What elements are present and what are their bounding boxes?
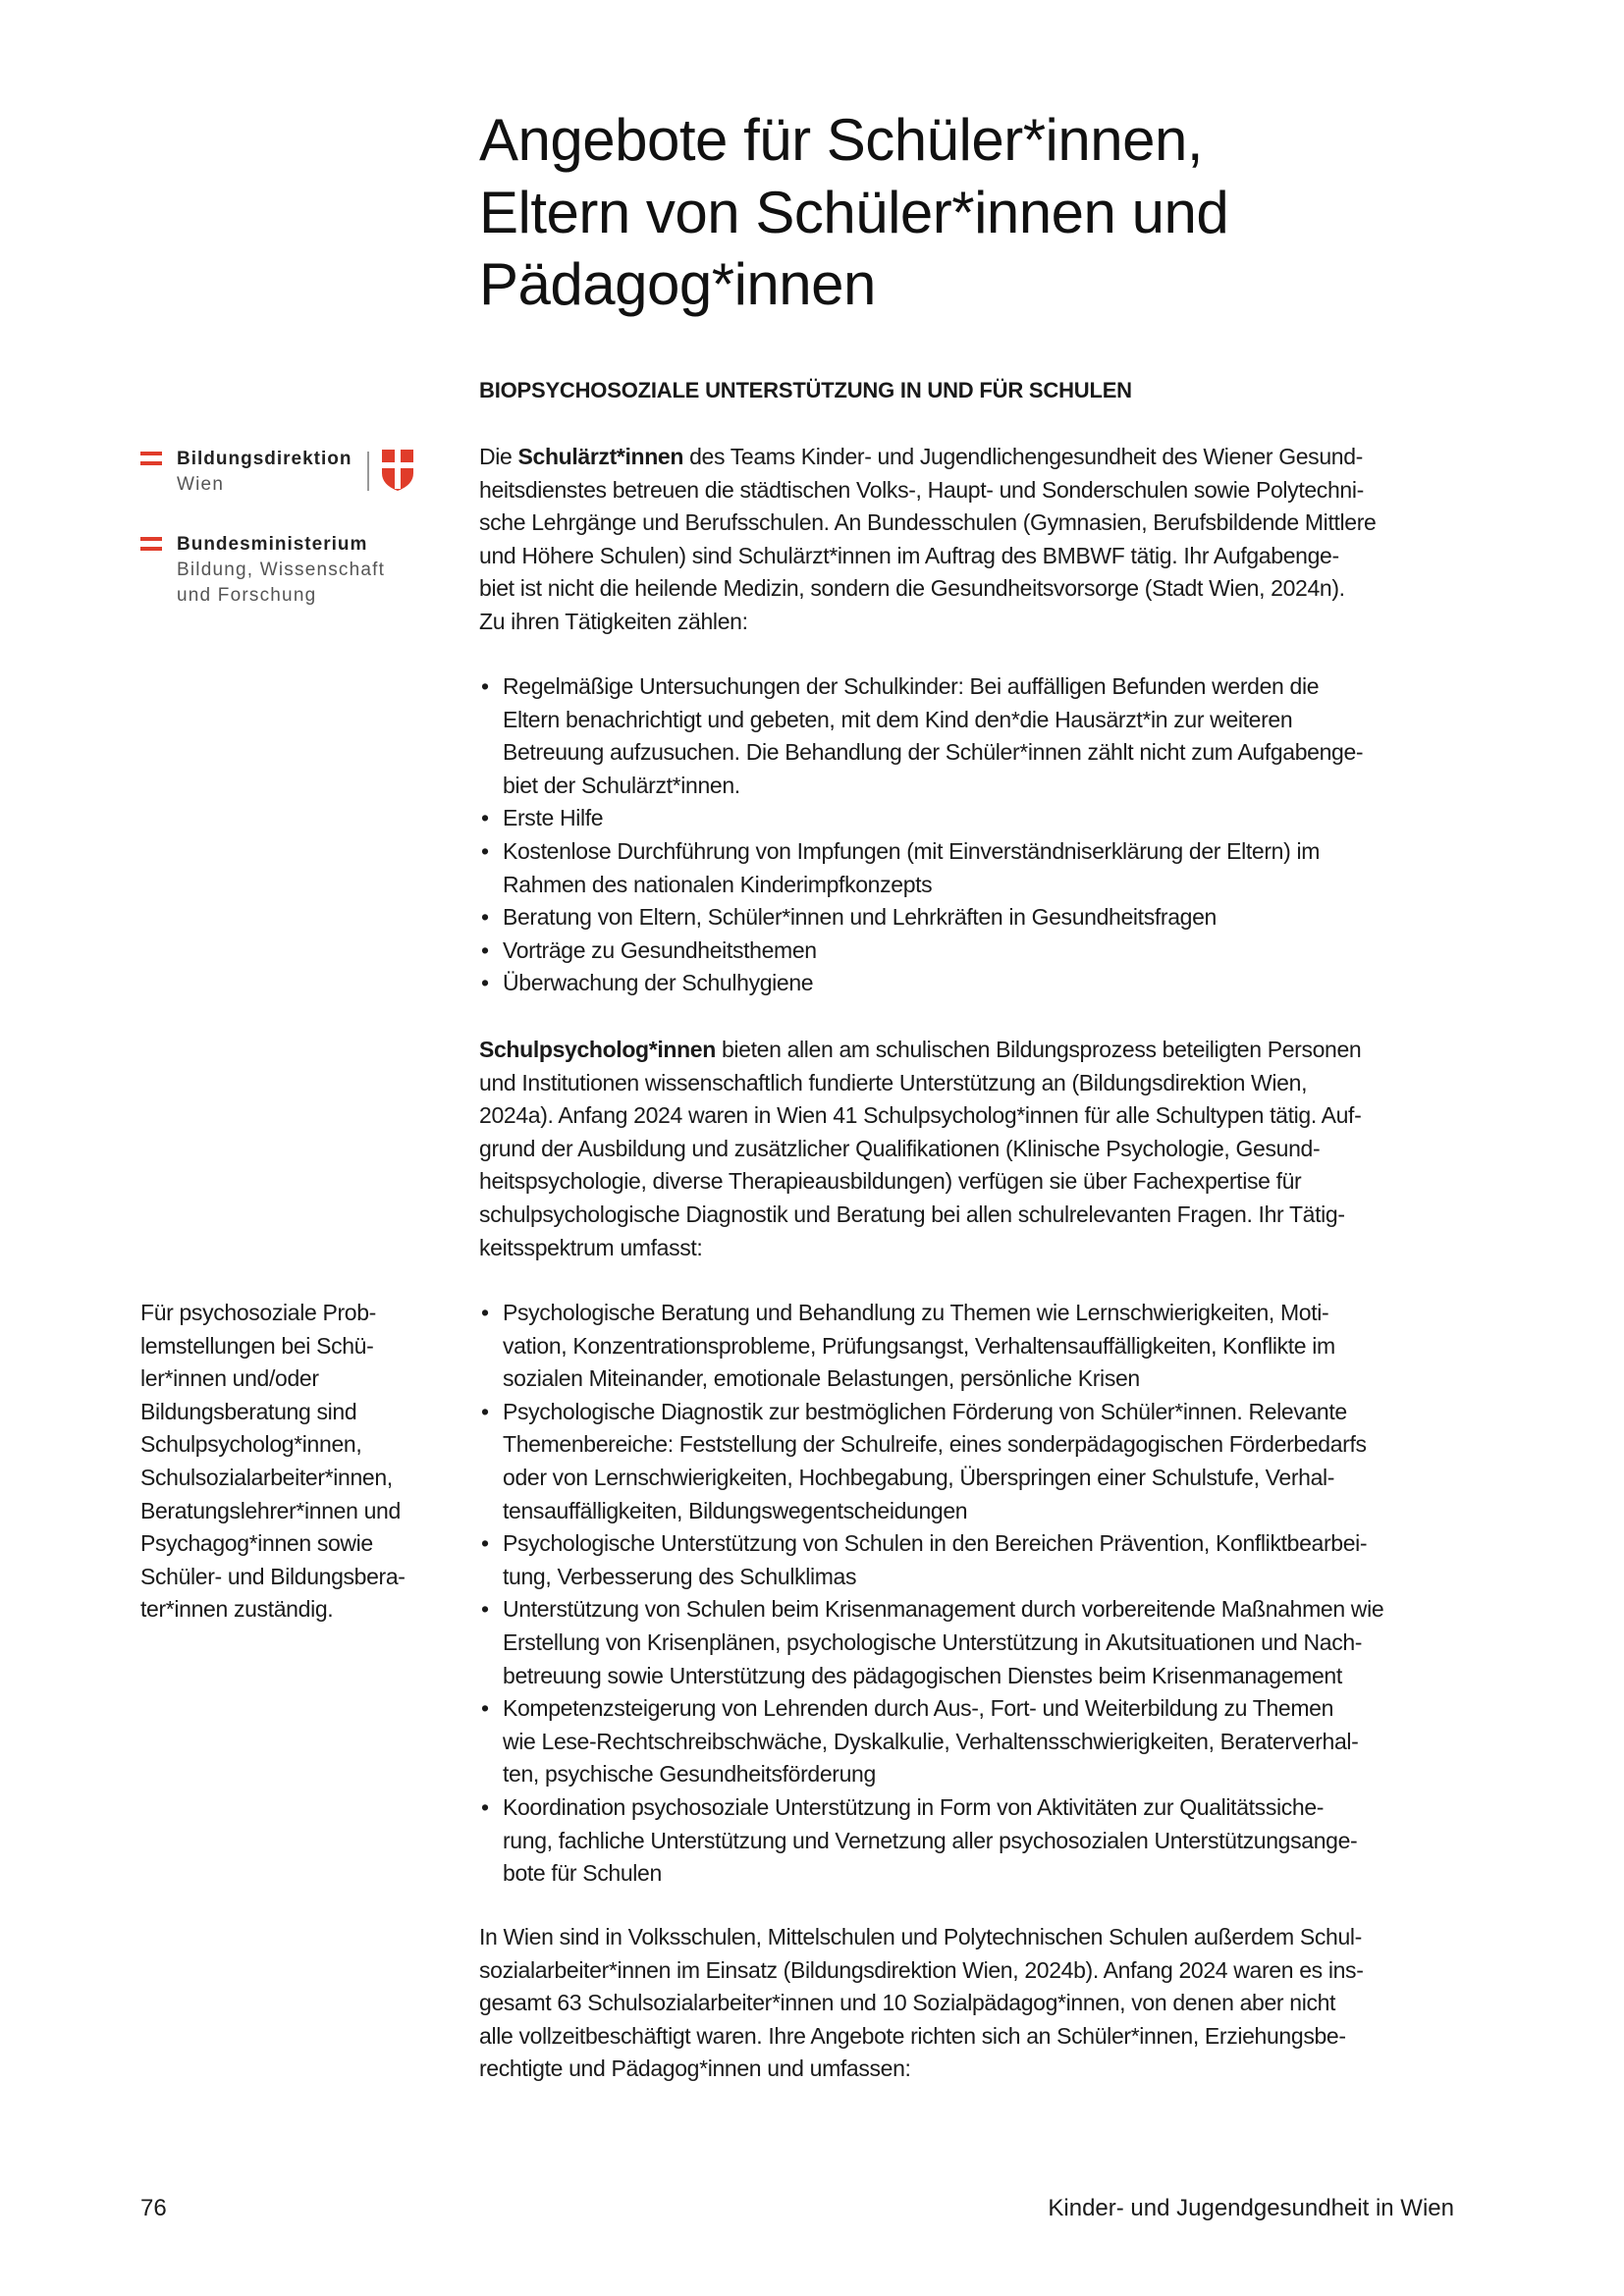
title-line: Eltern von Schüler*innen und [479, 179, 1229, 245]
text-line: Psychologische Diagnostik zur bestmöglichen Förderung von Schüler*innen. Relevante [503, 1398, 1347, 1424]
text-line: Psychologische Unterstützung von Schulen in den Bereichen Prävention, Konfliktbearbei- [503, 1530, 1368, 1557]
text-line: Betreuung aufzusuchen. Die Behandlung der Schüler*innen zählt nicht zum Aufgabenge- [503, 739, 1364, 766]
text-line: Schulpsycholog*innen, [140, 1431, 362, 1458]
text-line: Koordination psychosoziale Unterstützung in Form von Aktivitäten zur Qualitätssiche- [503, 1793, 1325, 1820]
logo-sub: Wien [177, 474, 225, 495]
bullet-icon: • [481, 1596, 489, 1623]
logo-sub: und Forschung [177, 585, 317, 606]
bold-term: Schulärzt*innen [517, 444, 684, 469]
list-schulaerzte-tasks [479, 670, 1461, 1000]
list-item [479, 934, 1461, 968]
title-line: Pädagog*innen [479, 251, 876, 317]
text-line: Überwachung der Schulhygiene [503, 970, 814, 996]
logo-bildungsdirektion [140, 447, 435, 506]
text-line: Beratung von Eltern, Schüler*innen und Lehrkräften in Gesundheitsfragen [503, 904, 1217, 931]
bullet-icon: • [481, 1695, 489, 1722]
text-line: Rahmen des nationalen Kinderimpfkonzepts [503, 871, 933, 897]
bullet-icon: • [481, 936, 489, 963]
section-heading: BIOPSYCHOSOZIALE UNTERSTÜTZUNG IN UND FÜR SCHULEN [479, 378, 1132, 402]
text-line: Erste Hilfe [503, 805, 604, 831]
text-line: bote für Schulen [503, 1860, 662, 1887]
text-line: oder von Lernschwierigkeiten, Hochbegabung, Überspringen einer Schulstufe, Verhal- [503, 1464, 1335, 1490]
bullet-icon: • [481, 837, 489, 864]
bullet-icon: • [481, 904, 489, 931]
text-line: lemstellungen bei Schü- [140, 1332, 374, 1359]
bullet-icon: • [481, 1398, 489, 1424]
text-line: ler*innen und/oder [140, 1365, 319, 1392]
bullet-icon: • [481, 1793, 489, 1820]
list-item [479, 1527, 1461, 1593]
text-line: alle vollzeitbeschäftigt waren. Ihre Angebote richten sich an Schüler*innen, Erziehungsbe- [479, 2022, 1346, 2049]
text-line: rung, fachliche Unterstützung und Vernetzung aller psychosozialen Unterstützungsange- [503, 1827, 1358, 1853]
vienna-shield-icon [382, 450, 413, 491]
text-line: heitsdienstes betreuen die städtischen Volks-, Haupt- und Sonderschulen sowie Polytechni- [479, 476, 1364, 503]
page-number: 76 [140, 2195, 167, 2221]
text-line: Erstellung von Krisenplänen, psychologische Unterstützung in Akutsituationen und Nach- [503, 1629, 1363, 1655]
text-line: Zu ihren Tätigkeiten zählen: [479, 608, 748, 634]
logo-sub: Bildung, Wissenschaft [177, 560, 386, 580]
text: Die [479, 444, 518, 469]
text-line: Regelmäßige Untersuchungen der Schulkinder: Bei auffälligen Befunden werden die [503, 673, 1320, 699]
text-line: Schulsozialarbeiter*innen, [140, 1464, 393, 1490]
bullet-icon: • [481, 1530, 489, 1557]
list-item [479, 1791, 1461, 1891]
text-line: Vorträge zu Gesundheitsthemen [503, 936, 817, 963]
page-title [479, 104, 1228, 321]
bullet-icon: • [481, 673, 489, 699]
list-item [479, 1396, 1461, 1527]
list-item [479, 802, 1461, 835]
text-line: sozialen Miteinander, emotionale Belastungen, persönliche Krisen [503, 1365, 1140, 1392]
text-line: 2024a). Anfang 2024 waren in Wien 41 Schulpsycholog*innen für alle Schultypen tätig. Auf- [479, 1102, 1362, 1129]
text-line: Für psychosoziale Prob- [140, 1300, 376, 1325]
text-line: grund der Ausbildung und zusätzlicher Qualifikationen (Klinische Psychologie, Gesund- [479, 1135, 1321, 1161]
bold-term: Schulpsycholog*innen [479, 1037, 716, 1062]
bullet-icon: • [481, 805, 489, 831]
logo-name: Bildungsdirektion [177, 449, 352, 469]
logo-name: Bundesministerium [177, 534, 368, 555]
text-line: Psychagog*innen sowie [140, 1530, 373, 1557]
text-line: tung, Verbesserung des Schulklimas [503, 1563, 857, 1589]
text-line: tensauffälligkeiten, Bildungswegentscheidungen [503, 1497, 968, 1523]
bullet-icon: • [481, 970, 489, 996]
footer-publication-title: Kinder- und Jugendgesundheit in Wien [1048, 2195, 1454, 2221]
text-line: In Wien sind in Volksschulen, Mittelschulen und Polytechnischen Schulen außerdem Schul- [479, 1924, 1362, 1949]
text-line: und Institutionen wissenschaftlich fundierte Unterstützung an (Bildungsdirektion Wien, [479, 1069, 1308, 1095]
text-line: Themenbereiche: Feststellung der Schulreife, eines sonderpädagogischen Förderbedarfs [503, 1431, 1367, 1458]
text-line: vation, Konzentrationsprobleme, Prüfungsangst, Verhaltensauffälligkeiten, Konflikte im [503, 1332, 1335, 1359]
text-line: wie Lese-Rechtschreibschwäche, Dyskalkulie, Verhaltensschwierigkeiten, Beraterverhal- [503, 1728, 1359, 1754]
text-line [479, 1034, 1461, 1067]
bullet-icon: • [481, 1300, 489, 1325]
text-line: schulpsychologische Diagnostik und Beratung bei allen schulrelevanten Fragen. Ihr Tätig- [479, 1201, 1345, 1227]
text-line: Unterstützung von Schulen beim Krisenmanagement durch vorbereitende Maßnahmen wie [503, 1596, 1384, 1623]
text-line: betreuung sowie Unterstützung des pädagogischen Dienstes beim Krisenmanagement [503, 1662, 1342, 1688]
text-line: sozialarbeiter*innen im Einsatz (Bildungsdirektion Wien, 2024b). Anfang 2024 waren es ins- [479, 1956, 1364, 1983]
text-line: Eltern benachrichtigt und gebeten, mit dem Kind den*die Hausärzt*in zur weiteren [503, 706, 1293, 732]
text-line: und Höhere Schulen) sind Schulärzt*innen im Auftrag des BMBWF tätig. Ihr Aufgabenge- [479, 542, 1339, 568]
text-line: keitsspektrum umfasst: [479, 1234, 703, 1260]
text-line: Kostenlose Durchführung von Impfungen (mit Einverständniserklärung der Eltern) im [503, 837, 1321, 864]
list-item [479, 1692, 1461, 1791]
text-line: biet der Schulärzt*innen. [503, 772, 740, 798]
list-schulpsychologen-tasks [479, 1297, 1461, 1891]
list-item [479, 967, 1461, 1000]
text-line: ten, psychische Gesundheitsförderung [503, 1761, 876, 1788]
list-item [479, 835, 1461, 901]
list-item [479, 670, 1461, 802]
text: bieten allen am schulischen Bildungsprozess beteiligten Personen [715, 1037, 1362, 1062]
text-line: gesamt 63 Schulsozialarbeiter*innen und 10 Sozialpädagog*innen, von denen aber nicht [479, 1990, 1336, 2016]
title-line: Angebote für Schüler*innen, [479, 107, 1204, 173]
text: des Teams Kinder- und Jugendlichengesundheit des Wiener Gesund- [683, 444, 1363, 469]
paragraph-schulpsychologen [479, 1034, 1461, 1264]
paragraph-schulaerzte [479, 441, 1461, 639]
list-item [479, 1297, 1461, 1396]
text-line: Bildungsberatung sind [140, 1398, 357, 1424]
sidenote [140, 1297, 445, 1627]
text-line: Beratungslehrer*innen und [140, 1497, 401, 1523]
text-line [479, 441, 1461, 474]
list-item [479, 1593, 1461, 1692]
logo-divider [367, 452, 369, 491]
logo-ministerium [140, 532, 435, 620]
text-line: Psychologische Beratung und Behandlung zu Themen wie Lernschwierigkeiten, Moti- [503, 1300, 1329, 1325]
text-line: biet ist nicht die heilende Medizin, sondern die Gesundheitsvorsorge (Stadt Wien, 2024n). [479, 575, 1345, 602]
text-line: heitspsychologie, diverse Therapieausbildungen) verfügen sie über Fachexpertise für [479, 1168, 1302, 1195]
text-line: Schüler- und Bildungsbera- [140, 1563, 406, 1589]
text-line: Kompetenzsteigerung von Lehrenden durch Aus-, Fort- und Weiterbildung zu Themen [503, 1695, 1334, 1722]
text-line: sche Lehrgänge und Berufsschulen. An Bundesschulen (Gymnasien, Berufsbildende Mittlere [479, 509, 1377, 536]
text-line: ter*innen zuständig. [140, 1596, 334, 1623]
list-item [479, 901, 1461, 934]
text-line: rechtigte und Pädagog*innen und umfassen: [479, 2056, 911, 2082]
paragraph-schulsozialarbeit [479, 1921, 1461, 2086]
